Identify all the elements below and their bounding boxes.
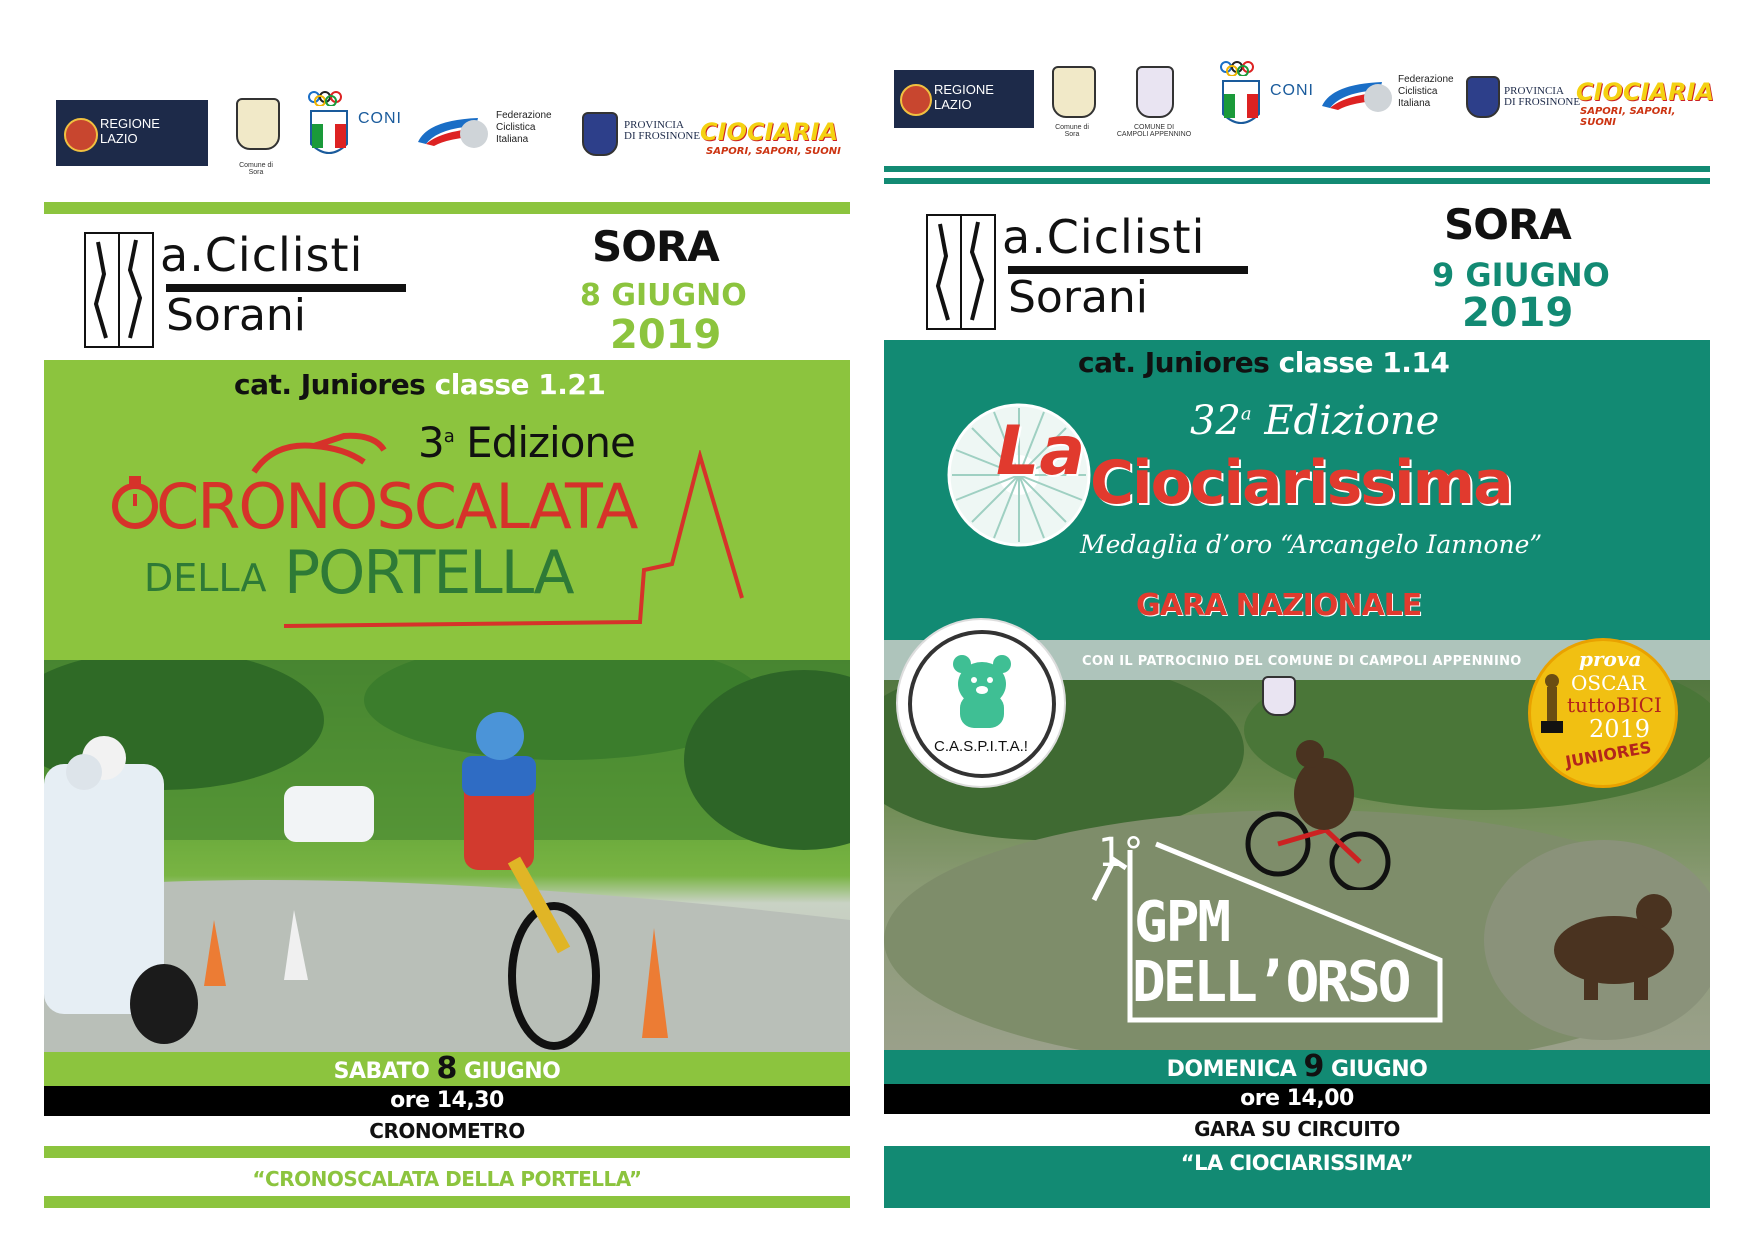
title-la: La (996, 412, 1086, 491)
ciociaria-sub-right: SAPORI, SAPORI, SUONI (1580, 106, 1676, 128)
oscar-badge (1528, 638, 1678, 788)
comune-sora-crest (236, 98, 280, 150)
gpm-line1: GPM (1134, 890, 1230, 955)
footer-daynum: 8 (436, 1051, 457, 1086)
poster-left (44, 0, 850, 1240)
year-right: 2019 (1462, 290, 1574, 336)
provincia-text-right: PROVINCIA DI FROSINONE (1504, 85, 1581, 108)
trophy-icon (1537, 671, 1567, 741)
footer-day-r: DOMENICA (1166, 1057, 1297, 1082)
footer-time-left: ore 14,30 (44, 1086, 850, 1116)
footer-time-right: ore 14,00 (884, 1084, 1710, 1114)
title-portella: PORTELLA (284, 538, 573, 608)
comune-sora-crest-right (1052, 66, 1096, 118)
footer-day-right (884, 1050, 1710, 1084)
gpm-number: 1° (1098, 830, 1144, 876)
green-panel-left (44, 360, 850, 660)
footer-month: GIUGNO (464, 1059, 561, 1084)
oscar-cat: JUNIORES (1564, 737, 1653, 772)
gara-nazionale: GARA NAZIONALE (1136, 588, 1422, 623)
provincia-crest (582, 112, 618, 156)
club-name-line2: Sorani (166, 290, 307, 341)
category-right: cat. Juniores (1078, 346, 1270, 379)
coni-shield-icon (310, 110, 348, 162)
teal-line-top-2 (884, 178, 1710, 184)
edition-word: Edizione (466, 418, 635, 467)
class-right: classe 1.14 (1278, 346, 1450, 379)
footer-day-left (44, 1052, 850, 1086)
provincia-crest-right (1466, 76, 1500, 118)
ciociaria-logo-right: CIOCIARIA (1576, 78, 1715, 106)
mountain-line-icon (280, 450, 840, 632)
edition-suffix: a (443, 426, 454, 447)
coni-label-right: CONI (1270, 82, 1314, 99)
comune-campoli-caption: COMUNE DI CAMPOLI APPENNINO (1116, 124, 1192, 138)
caspita-badge (896, 618, 1066, 788)
bear-on-bike-icon (1236, 740, 1396, 890)
year-left: 2019 (610, 312, 722, 358)
footer-month-r: GIUGNO (1331, 1057, 1428, 1082)
club-logo-left (84, 228, 424, 348)
footer-daynum-r: 9 (1303, 1049, 1324, 1084)
medaglia-text: Medaglia d’oro “Arcangelo Iannone” (1080, 530, 1543, 559)
footer-day: SABATO (333, 1059, 430, 1084)
regione-text-right: REGIONE LAZIO (934, 82, 994, 112)
poster-right (884, 0, 1715, 1240)
title-della: DELLA (144, 556, 267, 600)
oscar-year: 2019 (1589, 715, 1651, 743)
coni-shield-icon-right (1222, 80, 1260, 132)
ciociaria-logo: CIOCIARIA (700, 118, 839, 146)
footer-name-right: “LA CIOCIARISSIMA” (884, 1146, 1710, 1208)
edition-word-right: Edizione (1264, 398, 1440, 444)
footer-stripe-left-2 (44, 1196, 850, 1208)
category-left: cat. Juniores (234, 368, 426, 401)
club-logo-right (926, 210, 1266, 330)
stopwatch-icon (110, 472, 160, 532)
patrocinio-text: CON IL PATROCINIO DEL COMUNE DI CAMPOLI APPENNINO (1082, 654, 1522, 669)
city-left: SORA (592, 222, 719, 271)
footer-stripe-left (44, 1146, 850, 1158)
title-ciociarissima: Ciociarissima (1090, 448, 1512, 518)
club-name-line2-right: Sorani (1008, 272, 1149, 323)
club-name-line1: a.Ciclisti (160, 228, 364, 282)
regione-lazio-logo-right (894, 70, 1034, 128)
footer-type-right: GARA SU CIRCUITO (884, 1114, 1710, 1144)
date-left: 8 GIUGNO (580, 278, 747, 313)
oscar-name: OSCAR (1571, 671, 1646, 695)
regione-lazio-logo (56, 100, 208, 166)
caspita-text: C.A.S.P.I.T.A.! (934, 738, 1028, 755)
campoli-crest-small (1262, 676, 1296, 716)
race-photo-left (44, 660, 850, 1052)
regione-text: REGIONE LAZIO (100, 116, 160, 146)
club-emblem-icon-right (926, 214, 996, 330)
logo-strip-right (884, 60, 1715, 160)
fci-swoosh-icon-right (1322, 76, 1392, 112)
date-right: 9 GIUGNO (1432, 256, 1610, 294)
bear-icon (950, 654, 1014, 730)
edition-suffix-right: a (1240, 403, 1252, 425)
city-right: SORA (1444, 200, 1571, 249)
coni-rings-icon (306, 90, 352, 106)
fci-text: Federazione Ciclistica Italiana (496, 110, 552, 145)
teal-panel-right (884, 340, 1710, 640)
logo-strip-left (44, 90, 850, 190)
gpm-line2: DELL’ORSO (1132, 950, 1409, 1015)
footer-type-left: CRONOMETRO (44, 1116, 850, 1146)
title-cronoscalata: CRONOSCALATA (156, 470, 637, 543)
teal-line-top-1 (884, 166, 1710, 172)
ciociaria-sub: SAPORI, SAPORI, SUONI (706, 146, 841, 157)
oscar-sub: tuttoBICI (1567, 693, 1662, 717)
edition-number-right: 32 (1190, 398, 1241, 444)
comune-sora-caption-right: Comune di Sora (1055, 124, 1089, 138)
fci-swoosh-icon (418, 112, 488, 148)
class-left: classe 1.21 (434, 368, 606, 401)
comune-campoli-crest (1136, 66, 1174, 118)
club-emblem-icon (84, 232, 154, 348)
coni-rings-icon-right (1218, 60, 1264, 76)
footer-name-left: “CRONOSCALATA DELLA PORTELLA” (44, 1166, 850, 1192)
fci-text-right: Federazione Ciclistica Italiana (1398, 74, 1454, 109)
green-line-top (44, 202, 850, 214)
coni-label: CONI (358, 110, 402, 127)
comune-sora-caption: Comune di Sora (239, 162, 273, 176)
edition-number: 3 (418, 418, 444, 467)
club-name-line1-right: a.Ciclisti (1002, 210, 1206, 264)
oscar-prova: prova (1579, 647, 1642, 671)
provincia-text: PROVINCIA DI FROSINONE (624, 119, 701, 142)
edition-right (1190, 398, 1439, 444)
